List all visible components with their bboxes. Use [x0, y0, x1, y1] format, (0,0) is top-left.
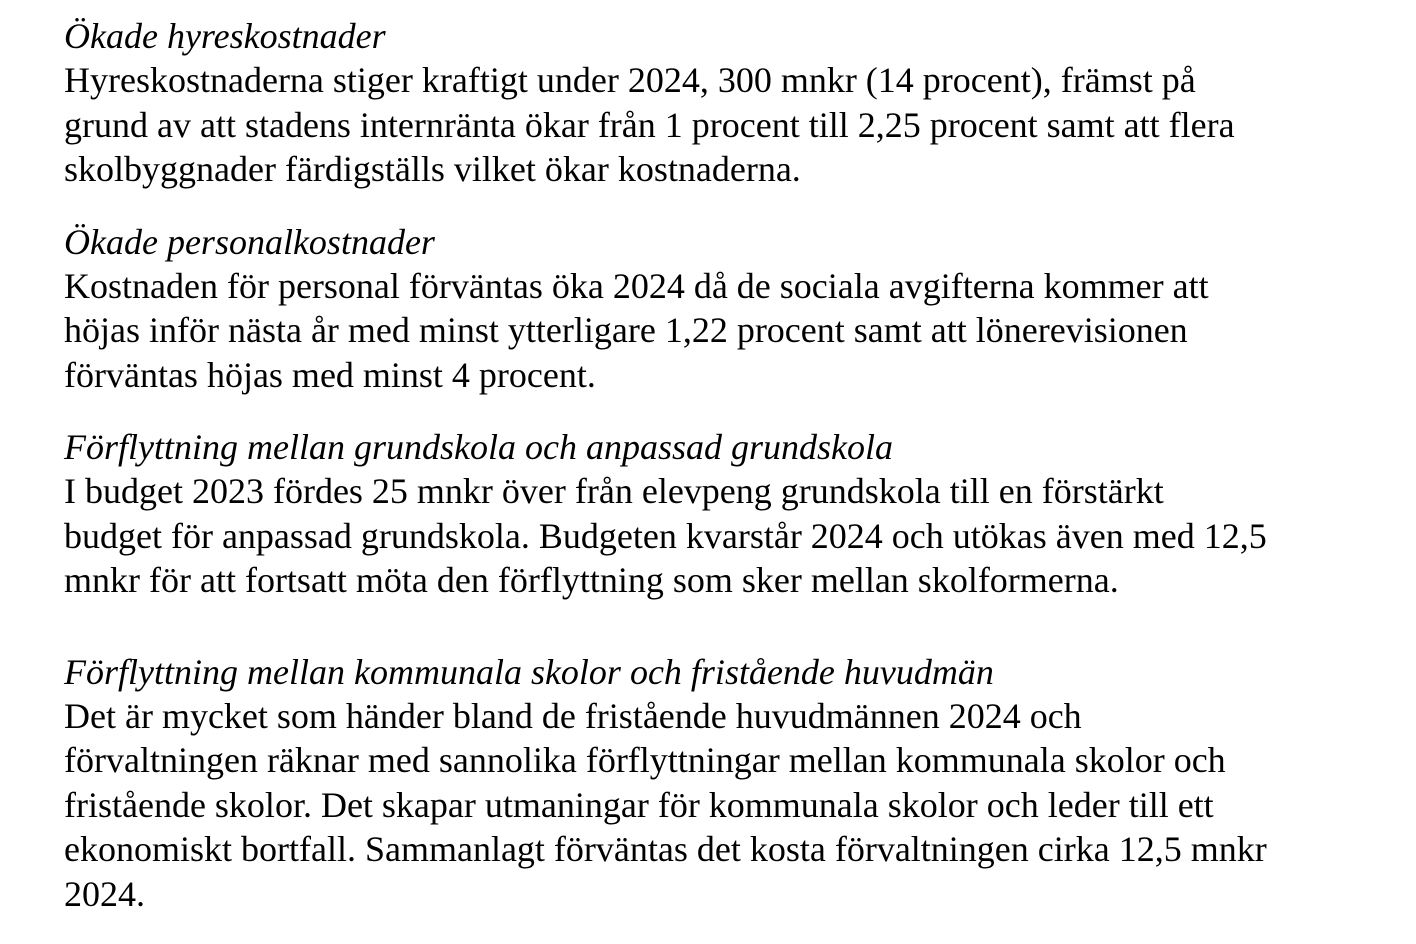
section-heading: Förflyttning mellan grundskola och anpassad grundskola [64, 427, 893, 467]
paragraph-line: skolbyggnader färdigställs vilket ökar kostnaderna. [64, 149, 801, 189]
paragraph-line: budget för anpassad grundskola. Budgeten kvarstår 2024 och utökas även med 12,5 [64, 515, 1267, 556]
paragraph-line: ekonomiskt bortfall. Sammanlagt förväntas det kosta förvaltningen cirka 12,5 mnkr [64, 829, 1267, 869]
paragraph-line: 2024. [64, 873, 145, 914]
paragraph-line: förvaltningen räknar med sannolika förflyttningar mellan kommunala skolor och [64, 740, 1226, 780]
section-hyreskostnader [64, 14, 1384, 192]
section-spacer [64, 192, 1384, 220]
paragraph-line: Det är mycket som händer bland de fristående huvudmännen 2024 och [64, 695, 1082, 736]
paragraph-line: höjas inför nästa år med minst ytterligare 1,22 procent samt att lönerevisionen [64, 310, 1188, 350]
paragraph-line: förväntas höjas med minst 4 procent. [64, 354, 596, 395]
paragraph-line: I budget 2023 fördes 25 mnkr över från elevpeng grundskola till en förstärkt [64, 471, 1164, 511]
section-paragraph [64, 264, 1384, 398]
paragraph-line: mnkr för att fortsatt möta den förflyttning som sker mellan skolformerna. [64, 560, 1119, 600]
section-paragraph [64, 469, 1384, 603]
section-paragraph [64, 58, 1384, 192]
section-spacer [64, 397, 1384, 425]
section-spacer [64, 603, 1384, 650]
section-huvudman-forflyttning [64, 650, 1384, 917]
paragraph-line: Hyreskostnaderna stiger kraftigt under 2024, 300 mnkr (14 procent), främst på [64, 60, 1196, 100]
section-paragraph [64, 694, 1384, 917]
section-grundskola-forflyttning [64, 425, 1384, 603]
section-heading: Ökade personalkostnader [64, 221, 435, 262]
paragraph-line: fristående skolor. Det skapar utmaningar för kommunala skolor och leder till ett [64, 784, 1214, 825]
document-page [64, 14, 1384, 916]
section-heading: Ökade hyreskostnader [64, 16, 386, 56]
section-personalkostnader [64, 220, 1384, 398]
paragraph-line: Kostnaden för personal förväntas öka 2024 då de sociala avgifterna kommer att [64, 265, 1209, 306]
section-heading: Förflyttning mellan kommunala skolor och fristående huvudmän [64, 651, 994, 692]
paragraph-line: grund av att stadens internränta ökar från 1 procent till 2,25 procent samt att flera [64, 104, 1235, 145]
